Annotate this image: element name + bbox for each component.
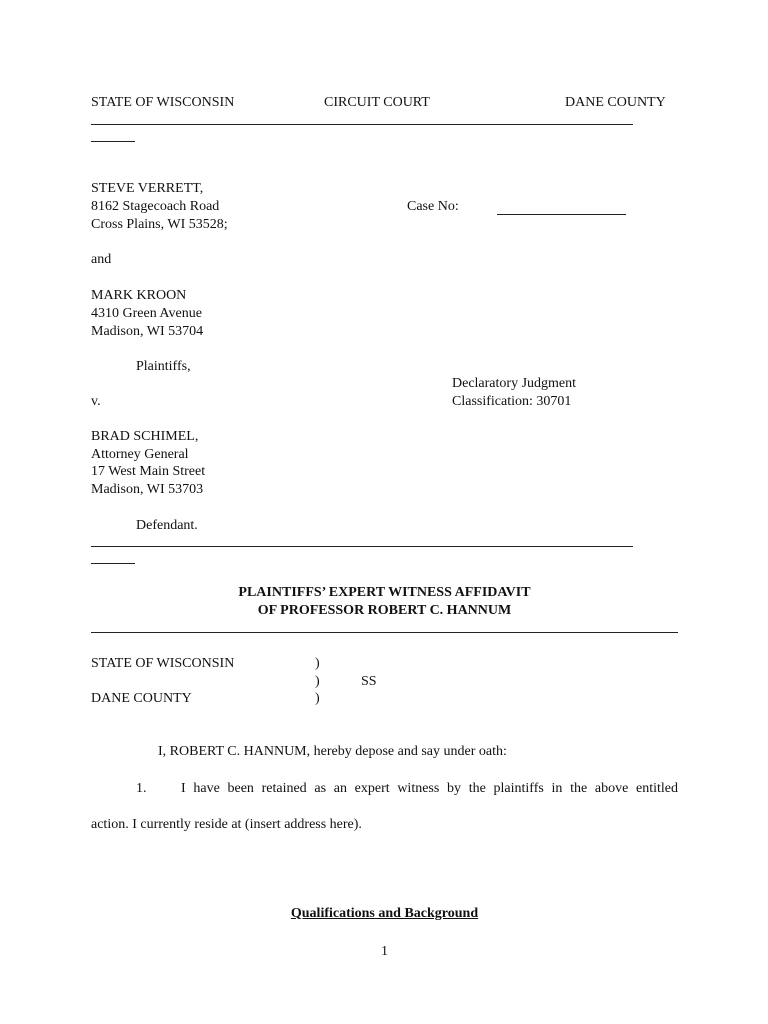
defendant-title: Attorney General: [91, 447, 189, 462]
paragraph-1-line2: action. I currently reside at (insert address here).: [91, 817, 362, 832]
plaintiff2-address1: 4310 Green Avenue: [91, 306, 202, 321]
defendant-address2: Madison, WI 53703: [91, 482, 204, 497]
and-text: and: [91, 252, 112, 267]
venue-paren-2: ): [315, 674, 320, 689]
document-title-line1: PLAINTIFFS’ EXPERT WITNESS AFFIDAVIT: [238, 585, 531, 600]
venue-state: STATE OF WISCONSIN: [91, 656, 235, 671]
defendant-name: BRAD SCHIMEL,: [91, 429, 199, 444]
title-rule: [91, 632, 678, 633]
venue-county: DANE COUNTY: [91, 691, 192, 706]
plaintiff1-address1: 8162 Stagecoach Road: [91, 199, 220, 214]
page-number: 1: [381, 944, 388, 959]
caption-rule-bottom: [91, 546, 633, 547]
plaintiff2-name: MARK KROON: [91, 288, 187, 303]
classification-line1: Declaratory Judgment: [452, 376, 577, 391]
paragraph-1-number: 1.: [136, 781, 147, 796]
section-heading: Qualifications and Background: [290, 906, 479, 921]
caption-state: STATE OF WISCONSIN: [91, 95, 235, 110]
paragraph-1-line1: I have been retained as an expert witness by the plaintiffs in the above entitled: [181, 781, 678, 796]
document-title-line2: OF PROFESSOR ROBERT C. HANNUM: [257, 603, 512, 618]
case-no-blank: [497, 214, 626, 215]
intro-paragraph: I, ROBERT C. HANNUM, hereby depose and say under oath:: [158, 744, 507, 759]
caption-court: CIRCUIT COURT: [324, 95, 430, 110]
venue-ss: SS: [361, 674, 377, 689]
classification-line2: Classification: 30701: [452, 394, 572, 409]
plaintiff2-address2: Madison, WI 53704: [91, 324, 204, 339]
caption-rule-bottom-short: [91, 563, 135, 564]
plaintiff1-name: STEVE VERRETT,: [91, 181, 204, 196]
defendant-label: Defendant.: [136, 518, 198, 533]
venue-paren-3: ): [315, 691, 320, 706]
versus-text: v.: [91, 394, 101, 409]
venue-paren-1: ): [315, 656, 320, 671]
caption-county: DANE COUNTY: [565, 95, 666, 110]
case-no-label: Case No:: [407, 199, 459, 214]
caption-rule-top: [91, 124, 633, 125]
caption-rule-top-short: [91, 141, 135, 142]
plaintiffs-label: Plaintiffs,: [136, 359, 191, 374]
plaintiff1-address2: Cross Plains, WI 53528;: [91, 217, 228, 232]
defendant-address1: 17 West Main Street: [91, 464, 206, 479]
